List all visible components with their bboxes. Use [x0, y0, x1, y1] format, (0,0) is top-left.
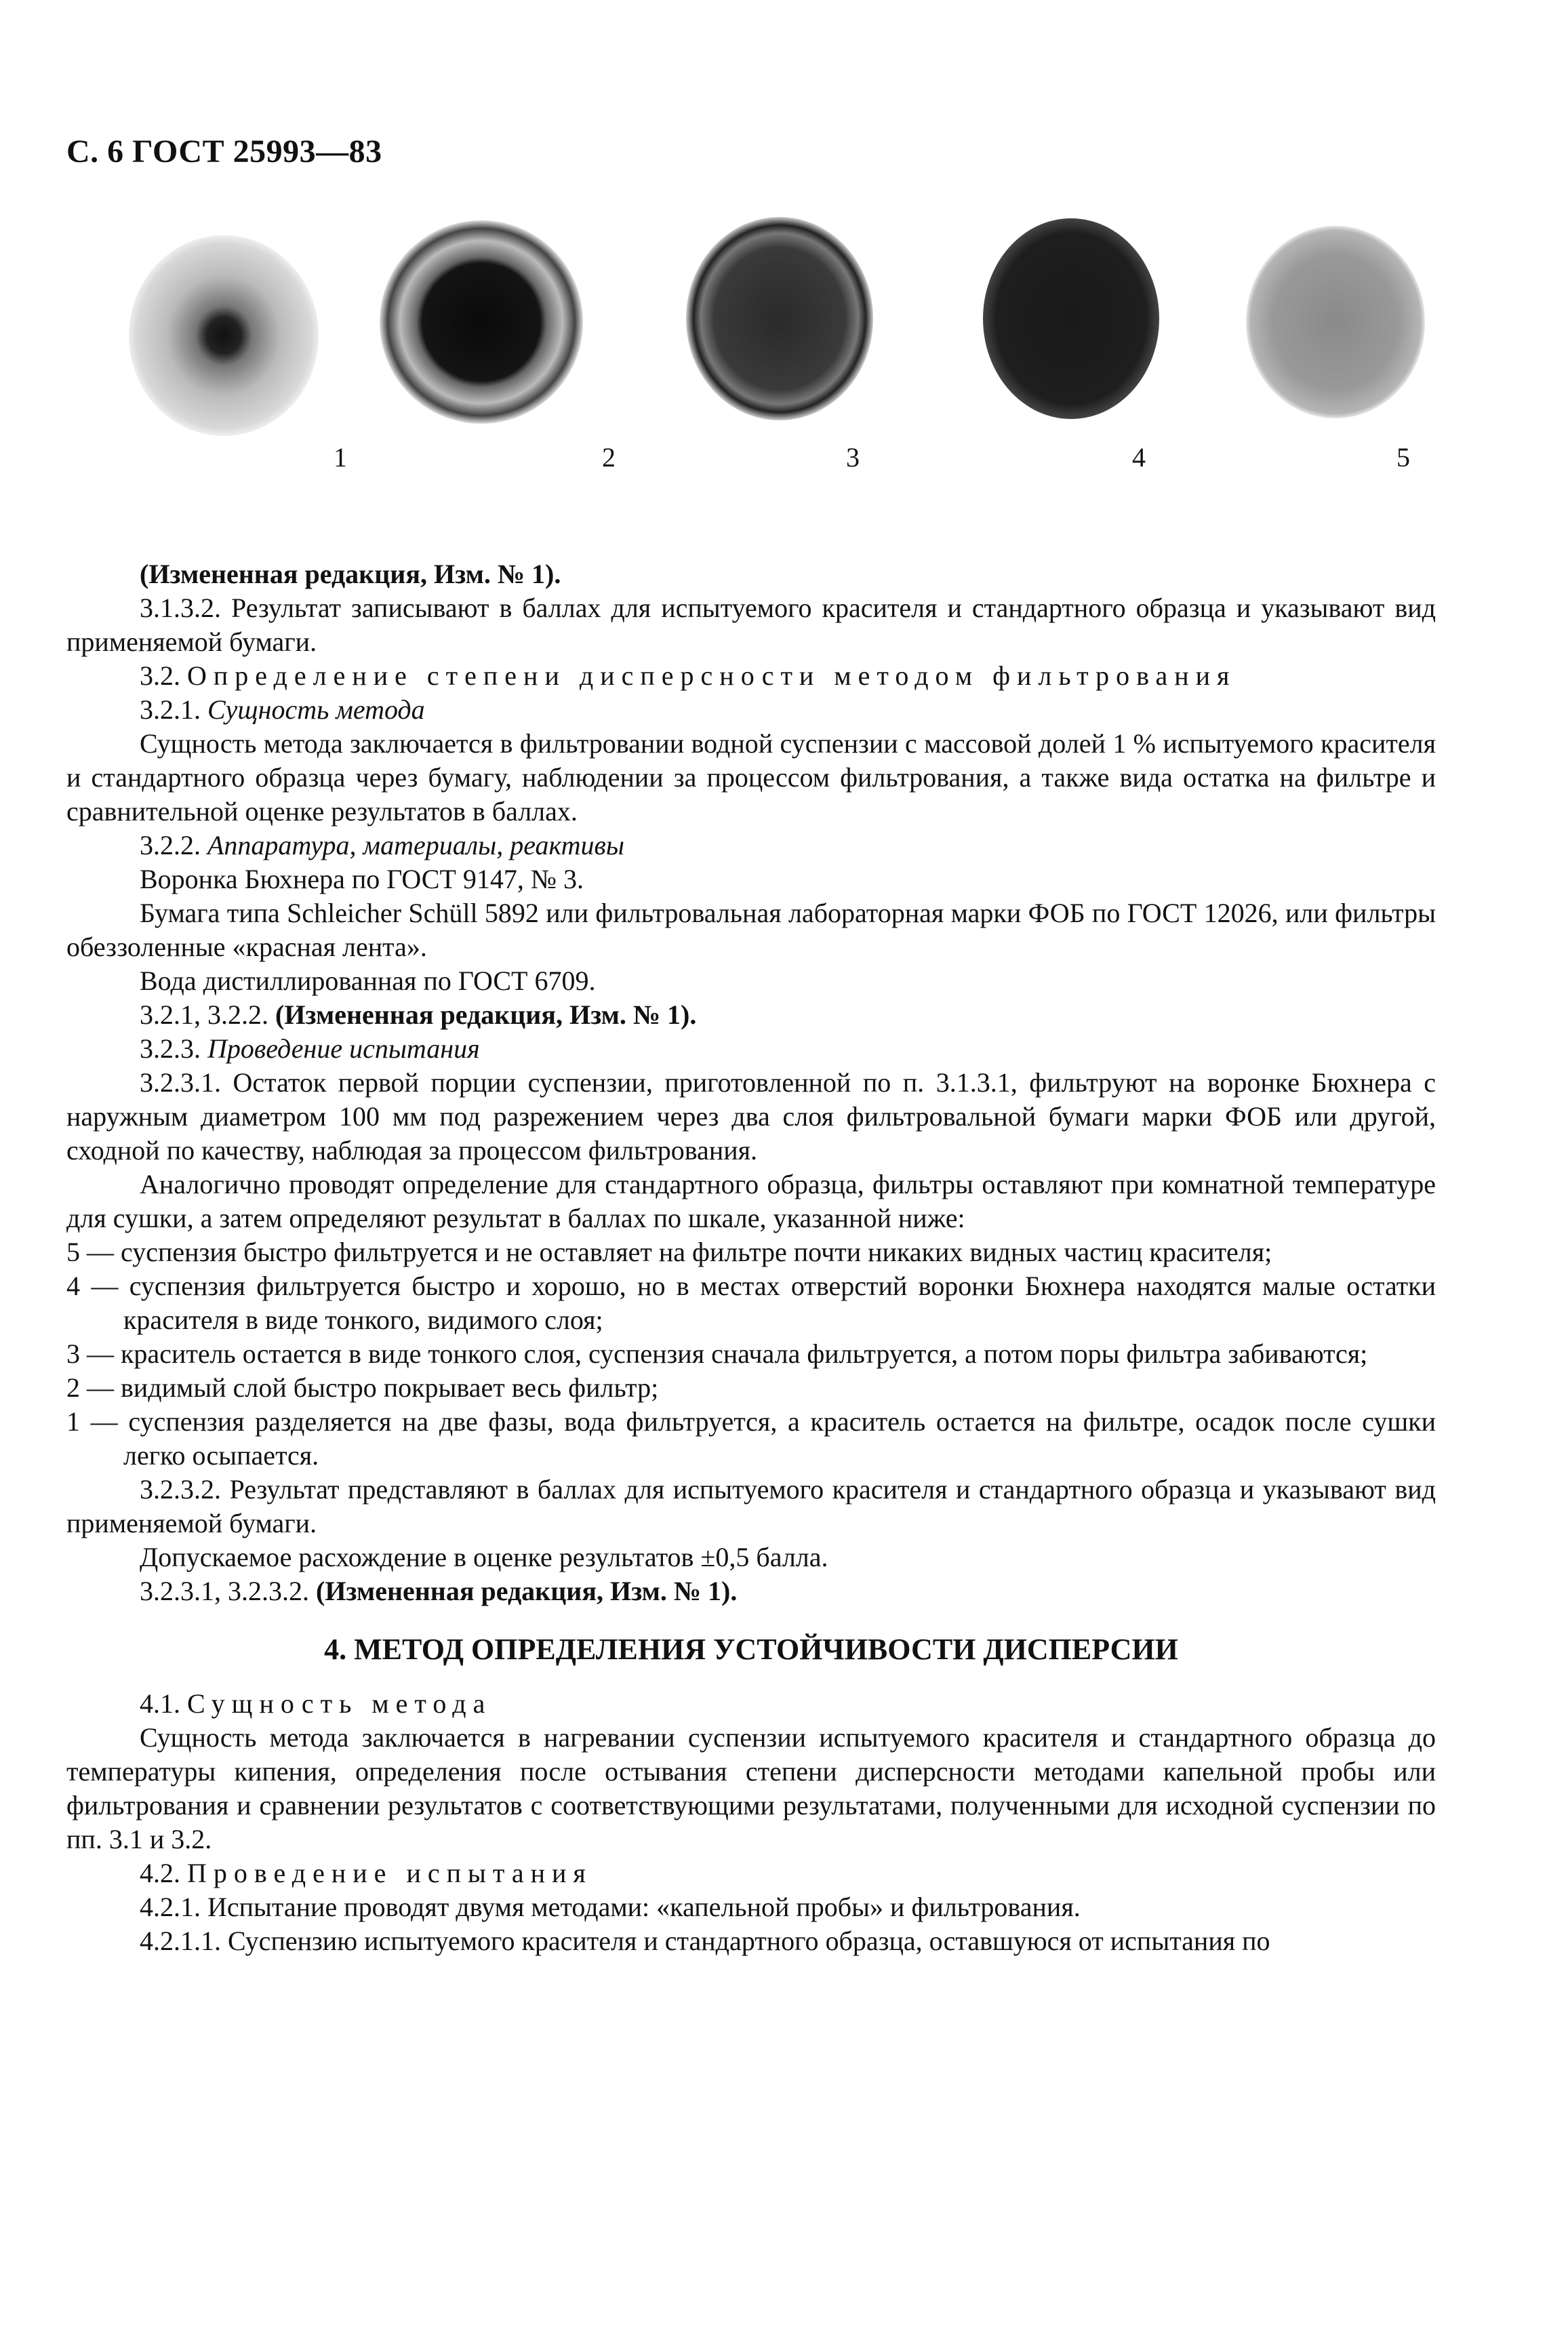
sample-label-5: 5 — [1396, 442, 1410, 473]
sample-label-4: 4 — [1132, 442, 1146, 473]
sample-spot-1 — [129, 235, 319, 436]
section-3-2-1-heading — [66, 693, 1436, 727]
scale-item-3: 3 — краситель остается в виде тонкого слоя, суспензия сначала фильтруется, а потом поры фильтра забиваются; — [66, 1338, 1368, 1369]
section-3-2-number: 3.2. — [140, 660, 180, 691]
sample-label-3: 3 — [846, 442, 860, 473]
section-4-1-title: Сущность метода — [187, 1688, 492, 1719]
funnel-item: Воронка Бюхнера по ГОСТ 9147, № 3. — [140, 864, 584, 894]
amendment-note-3-text: (Измененная редакция, Изм. № 1). — [316, 1576, 738, 1606]
paragraph-3-1-3-2: 3.1.3.2. Результат записывают в баллах для испытуемого красителя и стандартного образца и указывают вид применяемой бумаги. — [66, 593, 1436, 657]
amendment-note-1: (Измененная редакция, Изм. № 1). — [140, 559, 561, 589]
sample-label-1: 1 — [334, 442, 347, 473]
section-3-2-3-heading — [66, 1032, 1436, 1066]
sample-spot-5 — [1246, 226, 1425, 418]
section-4-2-title: Проведение испытания — [187, 1858, 592, 1888]
sample-spot-4 — [983, 218, 1159, 419]
section-3-2-1-number: 3.2.1. — [140, 694, 201, 725]
amendment-note-2 — [66, 998, 1436, 1032]
paragraph-4-2-1-1: 4.2.1.1. Суспензию испытуемого красителя и стандартного образца, оставшуюся от испытания по — [140, 1926, 1270, 1956]
section-3-2-1-title: Сущность метода — [207, 694, 425, 725]
section-3-2-2-number: 3.2.2. — [140, 830, 201, 860]
section-4-1-heading — [66, 1687, 1436, 1721]
sample-spot-2 — [380, 220, 583, 424]
scale-item-1: 1 — суспензия разделяется на две фазы, вода фильтруется, а краситель остается на фильтре, осадок после сушки легко осыпается. — [66, 1406, 1436, 1471]
water-item: Вода дистиллированная по ГОСТ 6709. — [140, 966, 596, 996]
scale-item-2: 2 — видимый слой быстро покрывает весь фильтр; — [66, 1372, 659, 1403]
paragraph-analogous: Аналогично проводят определение для стандартного образца, фильтры оставляют при комнатной температуре для сушки, а затем определяют результат в баллах по шкале, указанной ниже: — [66, 1169, 1436, 1233]
section-3-2-2-title: Аппаратура, материалы, реактивы — [207, 830, 624, 860]
page-header: С. 6 ГОСТ 25993—83 — [66, 134, 382, 170]
section-3-2-2-heading — [66, 829, 1436, 862]
section-4-heading: 4. МЕТОД ОПРЕДЕЛЕНИЯ УСТОЙЧИВОСТИ ДИСПЕРСИИ — [324, 1633, 1178, 1666]
amendment-note-2-refs: 3.2.1, 3.2.2. — [140, 999, 268, 1030]
amendment-note-3-refs: 3.2.3.1, 3.2.3.2. — [140, 1576, 309, 1606]
amendment-note-2-text: (Измененная редакция, Изм. № 1). — [275, 999, 697, 1030]
sample-spot-3 — [686, 217, 873, 420]
section-4-1-number: 4.1. — [140, 1688, 180, 1719]
paragraph-4-2-1: 4.2.1. Испытание проводят двумя методами: «капельной пробы» и фильтрования. — [140, 1892, 1081, 1922]
scale-item-5: 5 — суспензия быстро фильтруется и не оставляет на фильтре почти никаких видных частиц красителя; — [66, 1237, 1272, 1267]
sample-label-2: 2 — [602, 442, 616, 473]
scale-item-4: 4 — суспензия фильтруется быстро и хорошо, но в местах отверстий воронки Бюхнера находятся малые остатки красителя в виде тонкого, видимого слоя; — [66, 1271, 1436, 1335]
document-body — [66, 557, 1436, 1958]
paragraph-3-2-3-1: 3.2.3.1. Остаток первой порции суспензии, приготовленной по п. 3.1.3.1, фильтруют на воронке Бюхнера с наружным диаметром 100 мм под разрежением через два слоя фильтровальной бумаги марки ФОБ или другой, сходной по качеству, наблюдая за процессом фильтрования. — [66, 1067, 1436, 1166]
section-3-2-title: Определение степени дисперсности методом фильтрования — [187, 660, 1237, 691]
paper-item: Бумага типа Schleicher Schüll 5892 или фильтровальная лабораторная марки ФОБ по ГОСТ 12026, или фильтры обеззоленные «красная лента». — [66, 898, 1436, 962]
tolerance-note: Допускаемое расхождение в оценке результатов ±0,5 балла. — [140, 1542, 828, 1572]
section-4-2-number: 4.2. — [140, 1858, 180, 1888]
paragraph-3-2-1: Сущность метода заключается в фильтровании водной суспензии с массовой долей 1 % испытуемого красителя и стандартного образца через бумагу, наблюдении за процессом фильтрования, а также вида остатка на фильтре и сравнительной оценке результатов в баллах. — [66, 728, 1436, 827]
section-3-2-heading — [66, 659, 1436, 693]
paragraph-4-1: Сущность метода заключается в нагревании суспензии испытуемого красителя и стандартного образца до температуры кипения, определения после остывания степени дисперсности методами капельной пробы или фильтрования и сравнении результатов с соответствующими результатами, полученными для исходной суспензии по пп. 3.1 и 3.2. — [66, 1722, 1436, 1854]
amendment-note-3 — [66, 1574, 1436, 1608]
section-3-2-3-title: Проведение испытания — [207, 1033, 480, 1064]
section-3-2-3-number: 3.2.3. — [140, 1033, 201, 1064]
section-4-2-heading — [66, 1856, 1436, 1890]
filter-samples-figure — [102, 203, 1444, 522]
paragraph-3-2-3-2: 3.2.3.2. Результат представляют в баллах для испытуемого красителя и стандартного образца и указывают вид применяемой бумаги. — [66, 1474, 1436, 1538]
